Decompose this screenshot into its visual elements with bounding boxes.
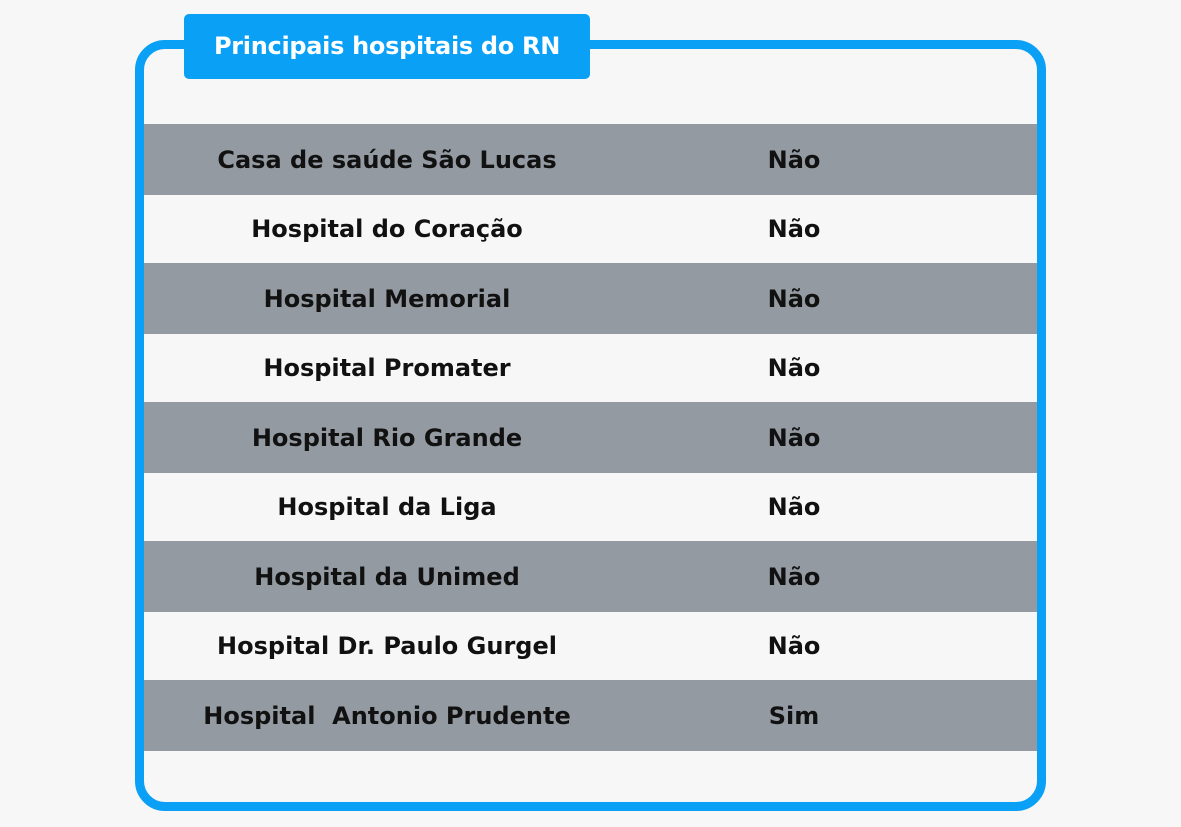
hospital-name: Hospital do Coração [251,215,523,243]
hospital-status: Não [767,215,821,243]
hospital-name: Hospital Rio Grande [251,423,523,452]
table-row [144,195,1037,263]
hospital-status: Não [767,423,821,452]
table-row [144,612,1037,680]
hospital-name: Hospital da Liga [277,493,497,521]
hospital-status: Não [767,562,821,591]
hospital-status: Não [767,284,821,313]
hospital-name: Hospital Promater [263,354,511,382]
hospital-status: Não [767,354,821,382]
table-row [144,473,1037,541]
hospital-status: Sim [768,701,820,730]
hospital-status: Não [767,632,821,660]
table-row [144,334,1037,402]
hospital-table [144,124,1037,751]
table-row [144,263,1037,334]
table-row [144,124,1037,195]
hospital-name: Hospital Antonio Prudente [203,701,571,730]
hospital-status: Não [767,145,821,174]
card-title: Principais hospitais do RN [184,14,590,79]
hospital-name: Casa de saúde São Lucas [217,145,557,174]
hospital-name: Hospital Dr. Paulo Gurgel [217,632,557,660]
hospital-status: Não [767,493,821,521]
table-row [144,680,1037,751]
hospital-name: Hospital Memorial [263,284,511,313]
hospital-name: Hospital da Unimed [254,562,520,591]
table-row [144,402,1037,473]
table-row [144,541,1037,612]
